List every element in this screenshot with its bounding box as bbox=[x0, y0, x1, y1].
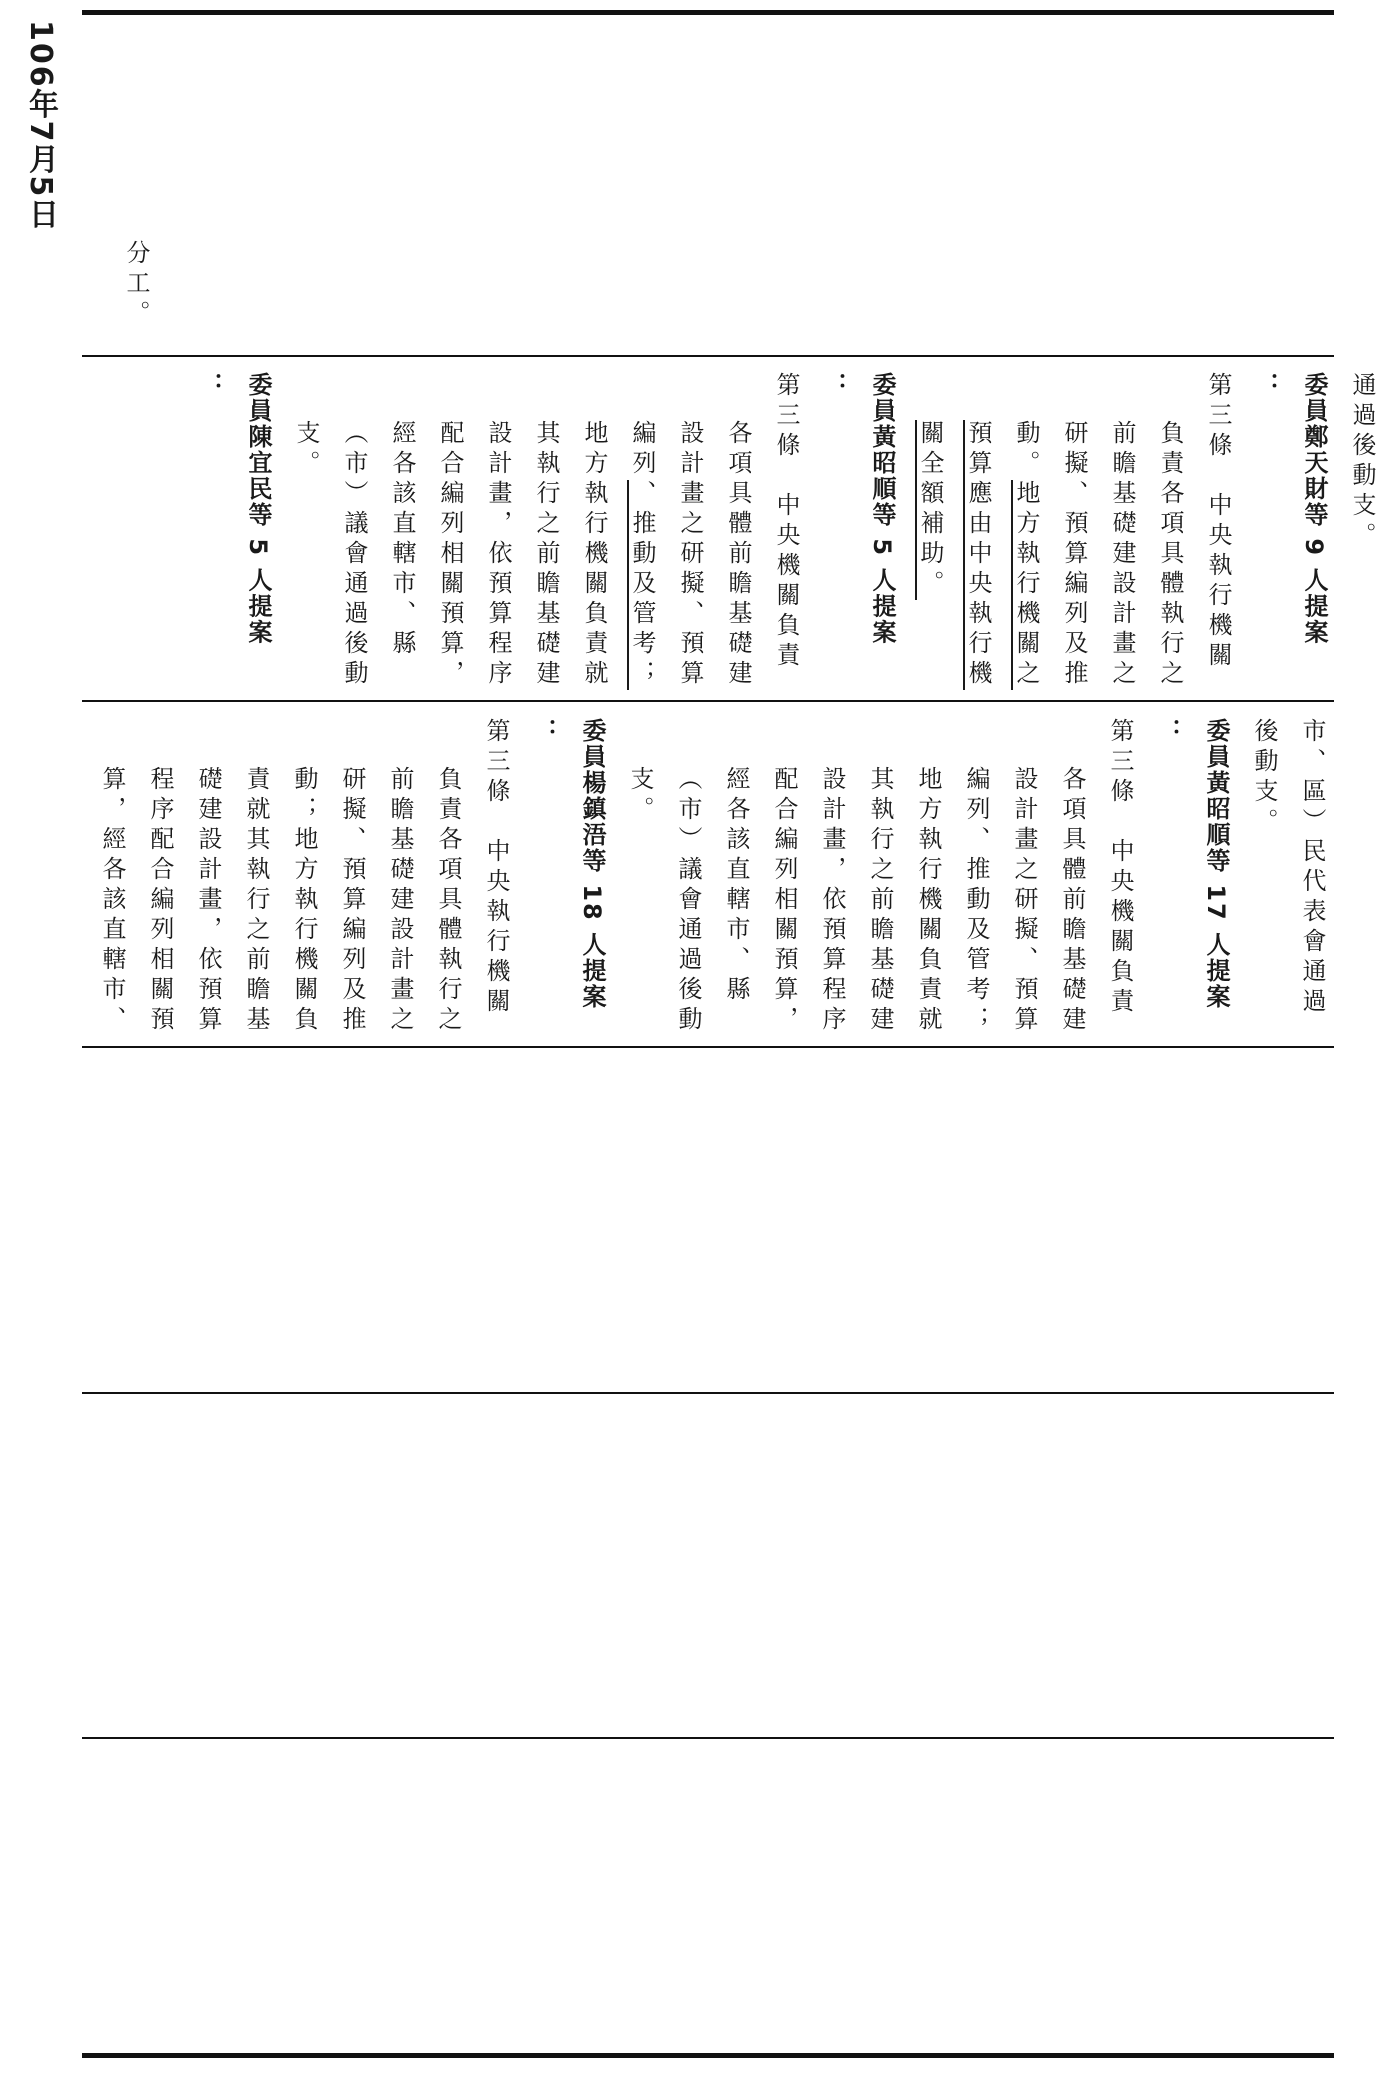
amended-text: 關全額補助。 bbox=[916, 420, 944, 600]
row1-col3-cell bbox=[100, 240, 160, 350]
article-text: 第三條 中央執行機關負責各項具體執行之前瞻基礎建設計畫之研擬、預算編列及推動；地方執行機關負責就其執行之前瞻基礎建設計畫，依預算程序配合編列相關預算，經各該直轄市、 bbox=[98, 718, 510, 1036]
page-date-header: 106年7月5日 bbox=[23, 20, 58, 231]
top-rule bbox=[82, 10, 1334, 15]
text-paragraph: 市、區）民代表會通過後動支。 bbox=[1250, 718, 1326, 1018]
proposal-heading: 委員黃昭順等 17 人提案 bbox=[1202, 718, 1230, 1011]
article-body: 第三條 中央機關負責各項具體前瞻基礎建設計畫之研擬、預算編列 bbox=[628, 372, 800, 690]
heading-colon: ： bbox=[1154, 718, 1182, 744]
row3-col2-cell bbox=[96, 718, 1336, 1038]
heading-colon: ： bbox=[530, 718, 558, 744]
article-body: 地方執行機關負責就其執行之前瞻基礎建設計畫，依預算程序配合編列相關預算，經各該直轄市、縣（市）議會通過後動支。 bbox=[292, 420, 608, 690]
row-divider bbox=[82, 1392, 1334, 1394]
heading-colon: ： bbox=[820, 372, 848, 398]
proposal-heading: 委員陳宜民等 5 人提案 bbox=[244, 372, 272, 646]
bottom-rule bbox=[82, 2053, 1334, 2058]
article-text bbox=[282, 372, 810, 692]
text-paragraph: 通過後動支。 bbox=[1348, 372, 1376, 552]
amended-text: 地方執行機關之 bbox=[1012, 480, 1040, 690]
row-divider bbox=[82, 355, 1334, 357]
amended-text: 、推動及管考； bbox=[628, 480, 656, 690]
proposal-heading: 委員黃昭順等 5 人提案 bbox=[868, 372, 896, 646]
row-divider bbox=[82, 700, 1334, 702]
heading-colon: ： bbox=[1252, 372, 1280, 398]
row-divider bbox=[82, 1737, 1334, 1739]
proposal-heading: 委員楊鎮浯等 18 人提案 bbox=[578, 718, 606, 1011]
article-text: 第三條 中央機關負責各項具體前瞻基礎建設計畫之研擬、預算編列、推動及管考；地方執行機關負責就其執行之前瞻基礎建設計畫，依預算程序配合編列相關預算，經各該直轄市、縣（市）議會通過後動支。 bbox=[626, 718, 1134, 1036]
article-text bbox=[906, 372, 1242, 692]
proposal-heading: 委員鄭天財等 9 人提案 bbox=[1300, 372, 1328, 646]
text-paragraph: 分工。 bbox=[122, 240, 150, 330]
amended-text: 預算應由中央執行機 bbox=[964, 420, 992, 690]
article-body: 第三條 中央執行機關負責各項具體執行之前瞻基礎建設計畫之研擬、預算編列及推動。 bbox=[1012, 372, 1232, 690]
heading-colon: ： bbox=[196, 372, 224, 398]
row-divider bbox=[82, 1046, 1334, 1048]
row2-col3-cell bbox=[96, 372, 1386, 692]
